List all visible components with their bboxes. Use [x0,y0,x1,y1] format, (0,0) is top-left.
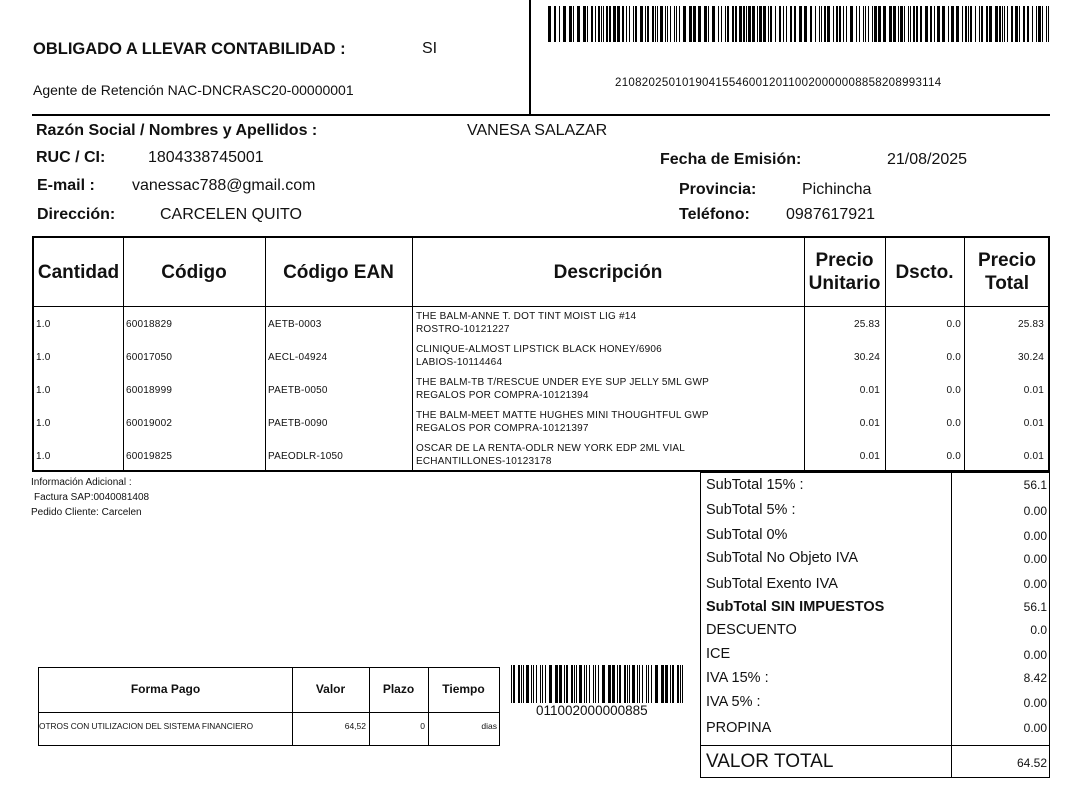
direccion-label: Dirección: [37,206,116,223]
header-cantidad: Cantidad [37,261,120,283]
barcode-bar [677,665,679,703]
ruc-label: RUC / CI: [36,149,106,166]
barcode-bar [863,6,864,42]
item-unit-price: 0.01 [859,451,880,462]
barcode-bar [708,6,709,42]
barcode-bar [545,665,546,703]
item-code: 60017050 [126,352,173,363]
barcode-bar [613,6,616,42]
totals-label: ICE [706,646,731,662]
barcode-bar [542,665,543,703]
barcode-bar [660,6,663,42]
payment-plazo-value: 0 [420,721,425,731]
barcode-bar [913,6,915,42]
barcode-bar [804,6,807,42]
barcode-bar [779,6,781,42]
barcode-bar [536,665,537,703]
barcode-bar [513,665,515,703]
item-quantity: 1.0 [36,352,51,363]
barcode-bar [732,6,734,42]
item-total-price: 30.24 [1017,352,1044,363]
barcode-bar [652,6,654,42]
payment-valor-value: 64,52 [344,721,366,731]
barcode-bar [598,665,599,703]
barcode-bar [815,6,816,42]
barcode-bar [689,6,692,42]
barcode-bar [670,6,671,42]
barcode-bar [569,6,572,42]
barcode-bar [626,6,627,42]
item-description-line1: CLINIQUE-ALMOST LIPSTICK BLACK HONEY/6906 [416,344,662,355]
payment-table [38,667,500,746]
barcode-bar [1015,6,1018,42]
barcode-bar [574,665,575,703]
barcode-bar [735,6,737,42]
barcode-bar [680,665,681,703]
barcode-bar [783,6,784,42]
barcode-bar [661,665,664,703]
barcode-bar [839,6,841,42]
barcode-bar [624,665,626,703]
barcode-bar [968,6,969,42]
header-dscto: Dscto. [895,261,954,283]
barcode-bar [850,6,853,42]
item-total-price: 25.83 [1017,319,1044,330]
barcode-bar [1019,6,1020,42]
barcode-bar [593,665,594,703]
barcode-bar [824,6,826,42]
barcode-bar [667,6,668,42]
totals-value: 56.1 [1023,600,1047,614]
barcode-bar [584,665,585,703]
barcode-bar [759,6,762,42]
barcode-bar [768,6,769,42]
barcode-bar [609,6,611,42]
barcode-bar [704,6,707,42]
header-codigo-ean: Código EAN [283,261,394,283]
barcode-bar [799,6,802,42]
item-discount: 0.0 [946,319,961,330]
barcode-bar [665,665,668,703]
barcode-bar [603,6,604,42]
direccion-value: CARCELEN QUITO [160,206,302,223]
item-description-line1: THE BALM-ANNE T. DOT TINT MOIST LIG #14 [416,311,637,322]
barcode-bar [937,6,940,42]
barcode-bar [920,6,922,42]
obligado-label: OBLIGADO A LLEVAR CONTABILIDAD : [33,40,346,58]
barcode-bar [698,6,701,42]
barcode-bar [989,6,992,42]
barcode-bar [1011,6,1013,42]
item-description-line2: REGALOS POR COMPRA-10121394 [416,390,589,401]
barcode-bar [573,6,574,42]
barcode-bar [775,6,776,42]
barcode-bar [712,6,715,42]
totals-label: IVA 5% : [706,694,761,710]
header-bottom-line [32,114,1050,116]
payment-header-tiempo: Tiempo [442,682,485,696]
totals-label: SubTotal 5% : [706,502,796,518]
barcode-bar [790,6,792,42]
barcode-bar [752,6,755,42]
totals-label: PROPINA [706,720,772,736]
barcode-bar [518,665,520,703]
barcode-bar [559,665,562,703]
ruc-value: 1804338745001 [148,149,264,166]
barcode-bar [865,6,866,42]
item-code: 60018999 [126,385,173,396]
barcode-bar [617,6,620,42]
barcode-bar [878,6,881,42]
barcode-bar [549,665,552,703]
item-description-line1: OSCAR DE LA RENTA-ODLR NEW YORK EDP 2ML VIAL [416,443,686,454]
barcode-bar [629,6,630,42]
item-ean: AECL-04924 [268,352,328,363]
barcode-bar [683,6,686,42]
barcode-bar [819,6,820,42]
barcode-bar [975,6,976,42]
barcode-bar [970,6,972,42]
item-total-price: 0.01 [1023,418,1044,429]
totals-label: SubTotal SIN IMPUESTOS [706,599,885,615]
totals-value: 0.00 [1023,696,1047,710]
barcode-bar [566,665,568,703]
item-code: 60019002 [126,418,173,429]
barcode-bar [617,665,618,703]
barcode-bar [627,665,628,703]
barcode-bar [872,6,873,42]
item-discount: 0.0 [946,352,961,363]
header-codigo: Código [161,261,227,283]
item-unit-price: 30.24 [853,352,880,363]
barcode-bar [651,665,652,703]
barcode-bar [1002,6,1003,42]
barcode-bar [925,6,928,42]
barcode-bar [746,6,747,42]
access-key-barcode [548,6,1052,42]
barcode-bar [612,665,615,703]
totals-label: SubTotal No Objeto IVA [706,550,859,566]
barcode-bar [589,665,590,703]
barcode-bar [916,6,918,42]
header-precio-total: Precio Total [977,250,1037,294]
barcode-bar [521,665,522,703]
barcode-bar [827,6,830,42]
barcode-bar [602,665,605,703]
totals-value: 56.1 [1023,478,1047,492]
totals-value: 0.00 [1023,577,1047,591]
totals-value: 0.0 [1030,623,1047,637]
additional-info-title: Información Adicional : [31,477,132,488]
barcode-bar [900,6,903,42]
barcode-bar [1004,6,1005,42]
totals-value: 0.00 [1023,529,1047,543]
barcode-bar [757,6,758,42]
barcode-bar [598,6,600,42]
razon-social-value: VANESA SALAZAR [467,122,608,139]
item-description-line2: ROSTRO-10121227 [416,324,510,335]
barcode-bar [951,6,954,42]
barcode-bar [1036,6,1037,42]
barcode-bar [571,665,573,703]
barcode-bar [718,6,719,42]
barcode-bar [856,6,857,42]
barcode-bar [859,6,860,42]
barcode-bar [910,6,911,42]
valor-total-value: 64.52 [1016,756,1047,770]
barcode-bar [986,6,988,42]
barcode-bar [595,6,596,42]
barcode-bar [1007,6,1008,42]
barcode-bar [608,665,611,703]
totals-label: IVA 15% : [706,670,769,686]
item-description-line1: THE BALM-TB T/RESCUE UNDER EYE SUP JELLY 5ML GWP [416,377,710,388]
barcode-bar [591,6,593,42]
barcode-bar [1027,6,1029,42]
barcode-bar [693,6,696,42]
payment-tiempo-value: dias [481,721,497,731]
item-ean: PAEODLR-1050 [268,451,344,462]
barcode-bar [674,6,675,42]
valor-total-label: VALOR TOTAL [706,751,834,772]
barcode-bar [511,665,512,703]
payment-header-plazo: Plazo [382,682,415,696]
barcode-bar [889,6,892,42]
barcode-bar [579,665,582,703]
item-quantity: 1.0 [36,418,51,429]
small-barcode-number: 011002000000885 [536,703,648,718]
barcode-bar [564,665,565,703]
barcode-bar [672,665,674,703]
barcode-bar [657,6,658,42]
barcode-bar [640,6,643,42]
barcode-bar [979,6,980,42]
barcode-bar [948,6,949,42]
item-quantity: 1.0 [36,451,51,462]
barcode-bar [526,665,529,703]
item-discount: 0.0 [946,418,961,429]
totals-value: 0.00 [1023,721,1047,735]
item-discount: 0.0 [946,451,961,462]
barcode-bar [682,665,683,703]
barcode-bar [559,6,560,42]
item-unit-price: 0.01 [859,418,880,429]
email-label: E-mail : [37,177,95,194]
totals-label: SubTotal 15% : [706,477,804,493]
barcode-bar [1023,6,1025,42]
agente-retencion: Agente de Retención NAC-DNCRASC20-00000001 [33,82,354,98]
barcode-bar [934,6,935,42]
barcode-bar [868,6,869,42]
totals-value: 0.00 [1023,504,1047,518]
payment-header-valor: Valor [315,682,346,696]
totals-value: 8.42 [1023,671,1047,685]
barcode-bar [554,6,556,42]
barcode-bar [646,665,647,703]
barcode-bar [533,665,534,703]
barcode-bar [586,665,587,703]
barcode-bar [583,6,586,42]
barcode-bar [595,665,596,703]
barcode-bar [676,6,677,42]
barcode-bar [601,6,602,42]
items-table [32,236,1050,472]
header-divider [529,0,531,115]
barcode-bar [930,6,932,42]
telefono-label: Teléfono: [679,206,750,223]
barcode-bar [1046,6,1047,42]
barcode-bar [810,6,812,42]
barcode-bar [725,6,726,42]
barcode-bar [555,665,558,703]
barcode-bar [635,6,637,42]
barcode-bar [563,6,566,42]
telefono-value: 0987617921 [786,206,875,223]
access-key-number: 2108202501019041554600120110020000008858208993114 [615,77,942,89]
barcode-bar [531,665,532,703]
barcode-bar [956,6,959,42]
barcode-bar [908,6,909,42]
barcode-bar [898,6,899,42]
barcode-bar [739,6,742,42]
barcode-bar [748,6,751,42]
barcode-bar [632,665,635,703]
item-unit-price: 25.83 [853,319,880,330]
barcode-bar [1032,6,1033,42]
additional-info-sap: Factura SAP:0040081408 [34,492,150,503]
additional-info-pedido: Pedido Cliente: Carcelen [31,507,142,518]
barcode-bar [523,665,524,703]
totals-label: SubTotal Exento IVA [706,576,838,592]
item-code: 60018829 [126,319,173,330]
fecha-emision-value: 21/08/2025 [887,151,968,168]
barcode-bar [655,6,656,42]
provincia-label: Provincia: [679,181,757,198]
email-value: vanessac788@gmail.com [132,177,316,194]
totals-value: 0.00 [1023,648,1047,662]
header-precio-unitario: Precio Unitario [808,250,881,294]
barcode-bar [679,6,680,42]
barcode-bar [883,6,886,42]
barcode-bar [786,6,787,42]
totals-label: DESCUENTO [706,622,797,638]
header-descripcion: Descripción [553,261,663,283]
barcode-bar [619,665,621,703]
barcode-bar [637,665,638,703]
barcode-bar [942,6,945,42]
barcode-bar [763,6,766,42]
item-ean: PAETB-0050 [268,385,328,396]
fecha-emision-label: Fecha de Emisión: [660,151,802,168]
totals-value: 0.00 [1023,552,1047,566]
barcode-bar [670,665,671,703]
barcode-bar [633,6,634,42]
barcode-bar [770,6,772,42]
item-quantity: 1.0 [36,385,51,396]
barcode-bar [904,6,905,42]
barcode-bar [727,6,729,42]
barcode-bar [846,6,847,42]
payment-header-forma: Forma Pago [130,682,201,696]
razon-social-label: Razón Social / Nombres y Apellidos : [36,122,318,139]
item-description-line2: REGALOS POR COMPRA-10121397 [416,423,589,434]
barcode-bar [577,6,580,42]
barcode-bar [540,665,541,703]
small-barcode [511,665,686,703]
barcode-bar [743,6,745,42]
provincia-value: Pichincha [802,181,872,198]
item-total-price: 0.01 [1023,385,1044,396]
item-description-line1: THE BALM-MEET MATTE HUGHES MINI THOUGHTFUL GWP [416,410,709,421]
item-ean: PAETB-0090 [268,418,328,429]
barcode-bar [647,6,649,42]
barcode-bar [665,6,666,42]
totals-label: SubTotal 0% [706,527,788,543]
barcode-bar [962,6,963,42]
barcode-bar [629,665,630,703]
item-total-price: 0.01 [1023,451,1044,462]
barcode-bar [965,6,967,42]
barcode-bar [645,6,646,42]
barcode-bar [642,665,643,703]
barcode-bar [1042,6,1043,42]
item-quantity: 1.0 [36,319,51,330]
barcode-bar [874,6,877,42]
barcode-bar [836,6,838,42]
barcode-bar [893,6,896,42]
barcode-bar [576,665,577,703]
item-unit-price: 0.01 [859,385,880,396]
barcode-bar [794,6,796,42]
item-description-line2: ECHANTILLONES-10123178 [416,456,552,467]
obligado-value: SI [422,40,438,57]
barcode-bar [843,6,844,42]
barcode-bar [548,6,551,42]
item-code: 60019825 [126,451,173,462]
barcode-bar [655,665,658,703]
barcode-bar [833,6,834,42]
barcode-bar [821,6,822,42]
item-ean: AETB-0003 [268,319,322,330]
barcode-bar [999,6,1001,42]
barcode-bar [639,665,640,703]
payment-forma-value: OTROS CON UTILIZACION DEL SISTEMA FINANCIERO [39,721,254,731]
barcode-bar [981,6,983,42]
barcode-bar [622,6,624,42]
barcode-bar [1048,6,1049,42]
barcode-bar [1038,6,1041,42]
barcode-bar [587,6,588,42]
barcode-bar [648,665,649,703]
barcode-bar [995,6,998,42]
barcode-bar [721,6,722,42]
item-description-line2: LABIOS-10114464 [416,357,503,368]
barcode-bar [606,6,608,42]
item-discount: 0.0 [946,385,961,396]
